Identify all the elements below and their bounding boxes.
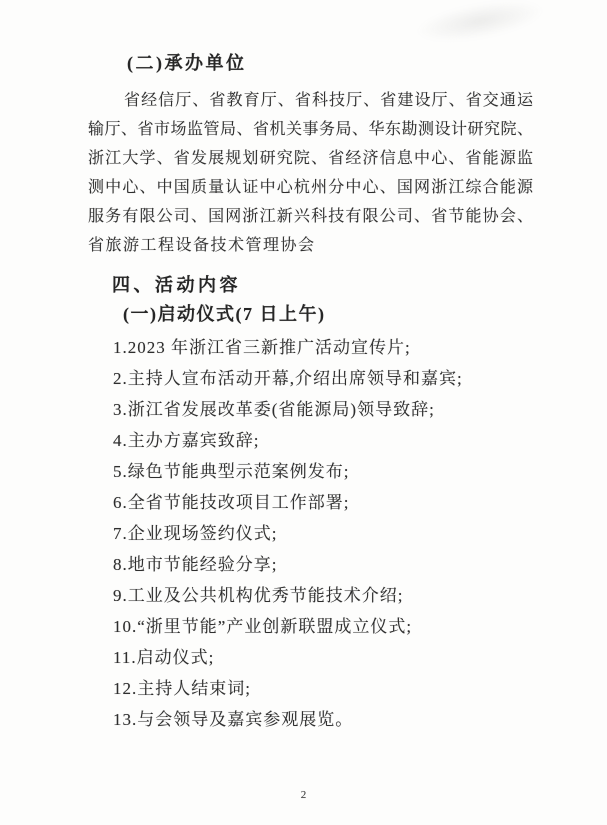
document-body [88, 0, 533, 735]
agenda-item: 3.浙江省发展改革委(省能源局)领导致辞; [113, 400, 435, 419]
heading-section-4-activity-content: 四、活动内容 [112, 275, 241, 295]
agenda-item: 5.绿色节能典型示范案例发布; [113, 462, 350, 481]
heading-subsection-1-launch-ceremony: (一)启动仪式(7 日上午) [123, 304, 326, 324]
agenda-item: 8.地市节能经验分享; [113, 555, 278, 574]
agenda-item: 11.启动仪式; [113, 648, 215, 667]
page-number: 2 [300, 789, 307, 801]
agenda-item: 12.主持人结束词; [113, 679, 251, 698]
organizers-line: 浙江大学、省发展规划研究院、省经济信息中心、省能源监 [88, 150, 533, 167]
agenda-list [113, 332, 533, 735]
organizers-paragraph [88, 86, 533, 260]
organizers-line: 省旅游工程设备技术管理协会 [88, 237, 316, 254]
organizers-line: 省经信厅、省教育厅、省科技厅、省建设厅、省交通运 [124, 92, 533, 109]
agenda-item: 7.企业现场签约仪式; [113, 524, 278, 543]
heading-section-2-organizers: (二)承办单位 [127, 53, 247, 73]
agenda-item: 9.工业及公共机构优秀节能技术介绍; [113, 586, 404, 605]
agenda-item: 13.与会领导及嘉宾参观展览。 [113, 710, 354, 729]
organizers-line: 服务有限公司、国网浙江新兴科技有限公司、省节能协会、 [88, 208, 533, 225]
agenda-item: 1.2023 年浙江省三新推广活动宣传片; [113, 338, 411, 357]
organizers-line: 输厅、省市场监管局、省机关事务局、华东勘测设计研究院、 [88, 121, 533, 138]
agenda-item: 10.“浙里节能”产业创新联盟成立仪式; [113, 617, 413, 636]
agenda-item: 4.主办方嘉宾致辞; [113, 431, 260, 450]
agenda-item: 2.主持人宣布活动开幕,介绍出席领导和嘉宾; [113, 369, 463, 388]
agenda-item: 6.全省节能技改项目工作部署; [113, 493, 350, 512]
organizers-line: 测中心、中国质量认证中心杭州分中心、国网浙江综合能源 [88, 179, 533, 196]
